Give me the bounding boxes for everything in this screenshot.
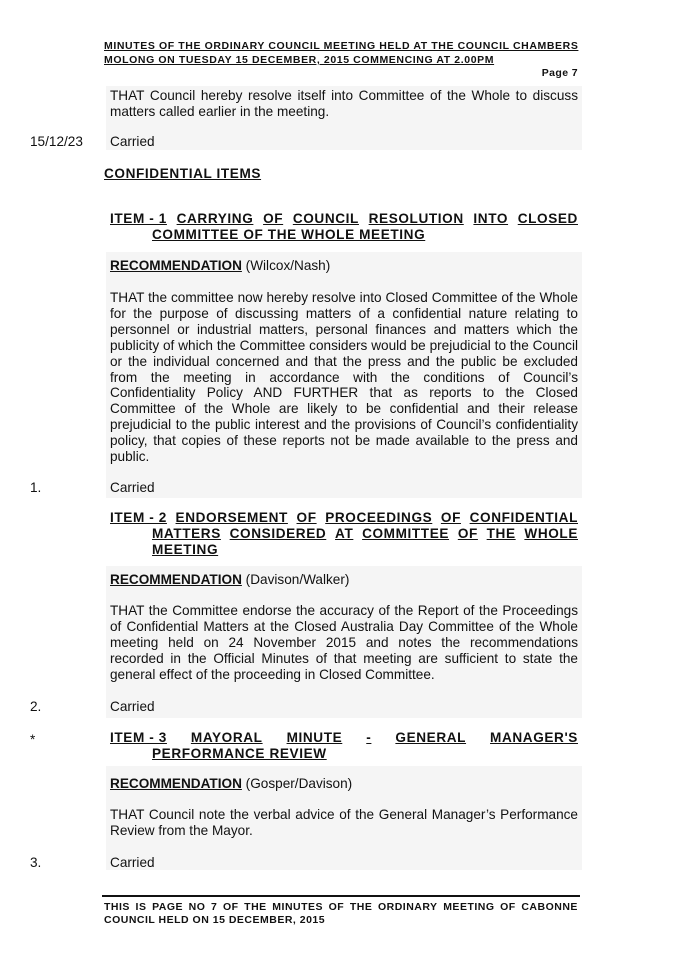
footer-word: 7 (211, 901, 218, 913)
title-word: ITEM - 1 (110, 211, 167, 226)
title-word: MANAGER'S (490, 730, 578, 745)
title-word: OF (457, 526, 478, 541)
footer-word: CABONNE (521, 901, 578, 913)
recommendation-movers: (Gosper/Davison) (241, 776, 353, 791)
title-word: CARRYING (176, 211, 254, 226)
footer-word: MEETING (443, 901, 495, 913)
title-word: COMMITTEE (362, 526, 450, 541)
recommendation-label: RECOMMENDATION (110, 572, 242, 587)
title-word: ENDORSEMENT (175, 510, 288, 525)
item-3-recommendation (110, 776, 352, 791)
footer-word: IS (135, 901, 147, 913)
item-1-title (110, 211, 578, 243)
title-word: MINUTE (286, 730, 343, 745)
title-word: COUNCIL (292, 211, 359, 226)
item-3-carried: Carried (110, 855, 155, 870)
title-text: MEETING (152, 542, 219, 557)
title-word: CONSIDERED (229, 526, 327, 541)
item-3-number: 3. (30, 855, 42, 870)
title-word: ITEM - 3 (110, 730, 167, 745)
footer-word: OF (500, 901, 516, 913)
item-3-title-line-2 (110, 746, 578, 762)
title-word: OF (440, 510, 461, 525)
header-line-1: MINUTES OF THE ORDINARY COUNCIL MEETING HELD AT THE COUNCIL CHAMBERS (104, 40, 579, 52)
title-text: PERFORMANCE REVIEW (152, 746, 327, 761)
title-text: COMMITTEE OF THE WHOLE MEETING (152, 227, 426, 242)
header-line-2: MOLONG ON TUESDAY 15 DECEMBER, 2015 COMMENCING AT 2.00PM (104, 54, 495, 66)
title-word: GENERAL (395, 730, 467, 745)
recommendation-movers: (Wilcox/Nash) (241, 258, 331, 273)
item-2-body: THAT the Committee endorse the accuracy of the Report of the Proceedings of Confidential Matters at the Closed Australia Day Committee of the Whole meeting held on 24 November 2015 and notes the recommendations recorded in the Official Minutes of that meeting are sufficient to state the general effect of the proceeding in Closed Committee. (110, 603, 578, 682)
section-title: CONFIDENTIAL ITEMS (104, 166, 262, 181)
footer-line-1 (104, 901, 578, 913)
item-3-title-line-1 (110, 730, 578, 746)
item-2-title-line-3 (110, 542, 578, 558)
footer-word: MINUTES (272, 901, 324, 913)
item-3-title (110, 730, 578, 762)
footer-word: PAGE (152, 901, 184, 913)
opening-resolution: THAT Council hereby resolve itself into Committee of the Whole to discuss matters called earlier in the meeting. (110, 88, 578, 119)
title-word: AT (335, 526, 354, 541)
recommendation-label: RECOMMENDATION (110, 258, 242, 273)
recommendation-movers: (Davison/Walker) (241, 572, 350, 587)
item-2-carried: Carried (110, 699, 155, 714)
title-word: MATTERS (152, 526, 221, 541)
item-3-marker: * (30, 732, 36, 747)
title-word: CONFIDENTIAL (469, 510, 578, 525)
item-1-number: 1. (30, 480, 42, 495)
title-word: WHOLE (524, 526, 578, 541)
title-word: ITEM - 2 (110, 510, 167, 525)
item-2-number: 2. (30, 699, 42, 714)
item-1-recommendation (110, 258, 330, 273)
item-2-title-line-1 (110, 510, 578, 526)
item-1-carried: Carried (110, 480, 155, 495)
footer-word: OF (328, 901, 345, 913)
title-word: OF (263, 211, 284, 226)
title-word: - (366, 730, 372, 745)
opening-carried: Carried (110, 134, 155, 149)
item-2-title (110, 510, 578, 558)
item-2-title-line-2 (110, 526, 578, 542)
footer-word: THE (349, 901, 373, 913)
footer-word: ORDINARY (377, 901, 438, 913)
item-1-title-line-1 (110, 211, 578, 227)
title-word: RESOLUTION (368, 211, 464, 226)
footer-word: THE (244, 901, 267, 913)
page-number: Page 7 (541, 67, 578, 79)
title-word: CLOSED (517, 211, 578, 226)
title-word: OF (296, 510, 317, 525)
footer-word: NO (188, 901, 206, 913)
title-word: THE (486, 526, 516, 541)
title-word: PROCEEDINGS (325, 510, 433, 525)
footer-line-2: COUNCIL HELD ON 15 DECEMBER, 2015 (104, 914, 326, 926)
footer-rule (102, 895, 580, 897)
recommendation-label: RECOMMENDATION (110, 776, 242, 791)
item-1-title-line-2 (110, 227, 578, 243)
resolution-number: 15/12/23 (30, 134, 83, 149)
footer-word: THIS (104, 901, 130, 913)
item-2-recommendation (110, 572, 349, 587)
footer-word: OF (222, 901, 239, 913)
item-3-body: THAT Council note the verbal advice of the General Manager’s Performance Review from the Mayor. (110, 807, 578, 838)
title-word: INTO (473, 211, 509, 226)
title-word: MAYORAL (190, 730, 263, 745)
item-1-body: THAT the committee now hereby resolve into Closed Committee of the Whole for the purpose of discussing matters of a confidential nature relating to personnel or industrial matters, personal finances and matters which the publicity of which the Committee considers would be prejudicial to the Council or the individual concerned and that the press and the public be excluded from the meeting in accordance with the conditions of Council’s Confidentiality Policy AND FURTHER that as reports to the Closed Committee of the Whole are likely to be confidential and their release prejudicial to the public interest and the provisions of Council’s confidentiality policy, that copies of these reports not be made available to the press and public. (110, 290, 578, 465)
